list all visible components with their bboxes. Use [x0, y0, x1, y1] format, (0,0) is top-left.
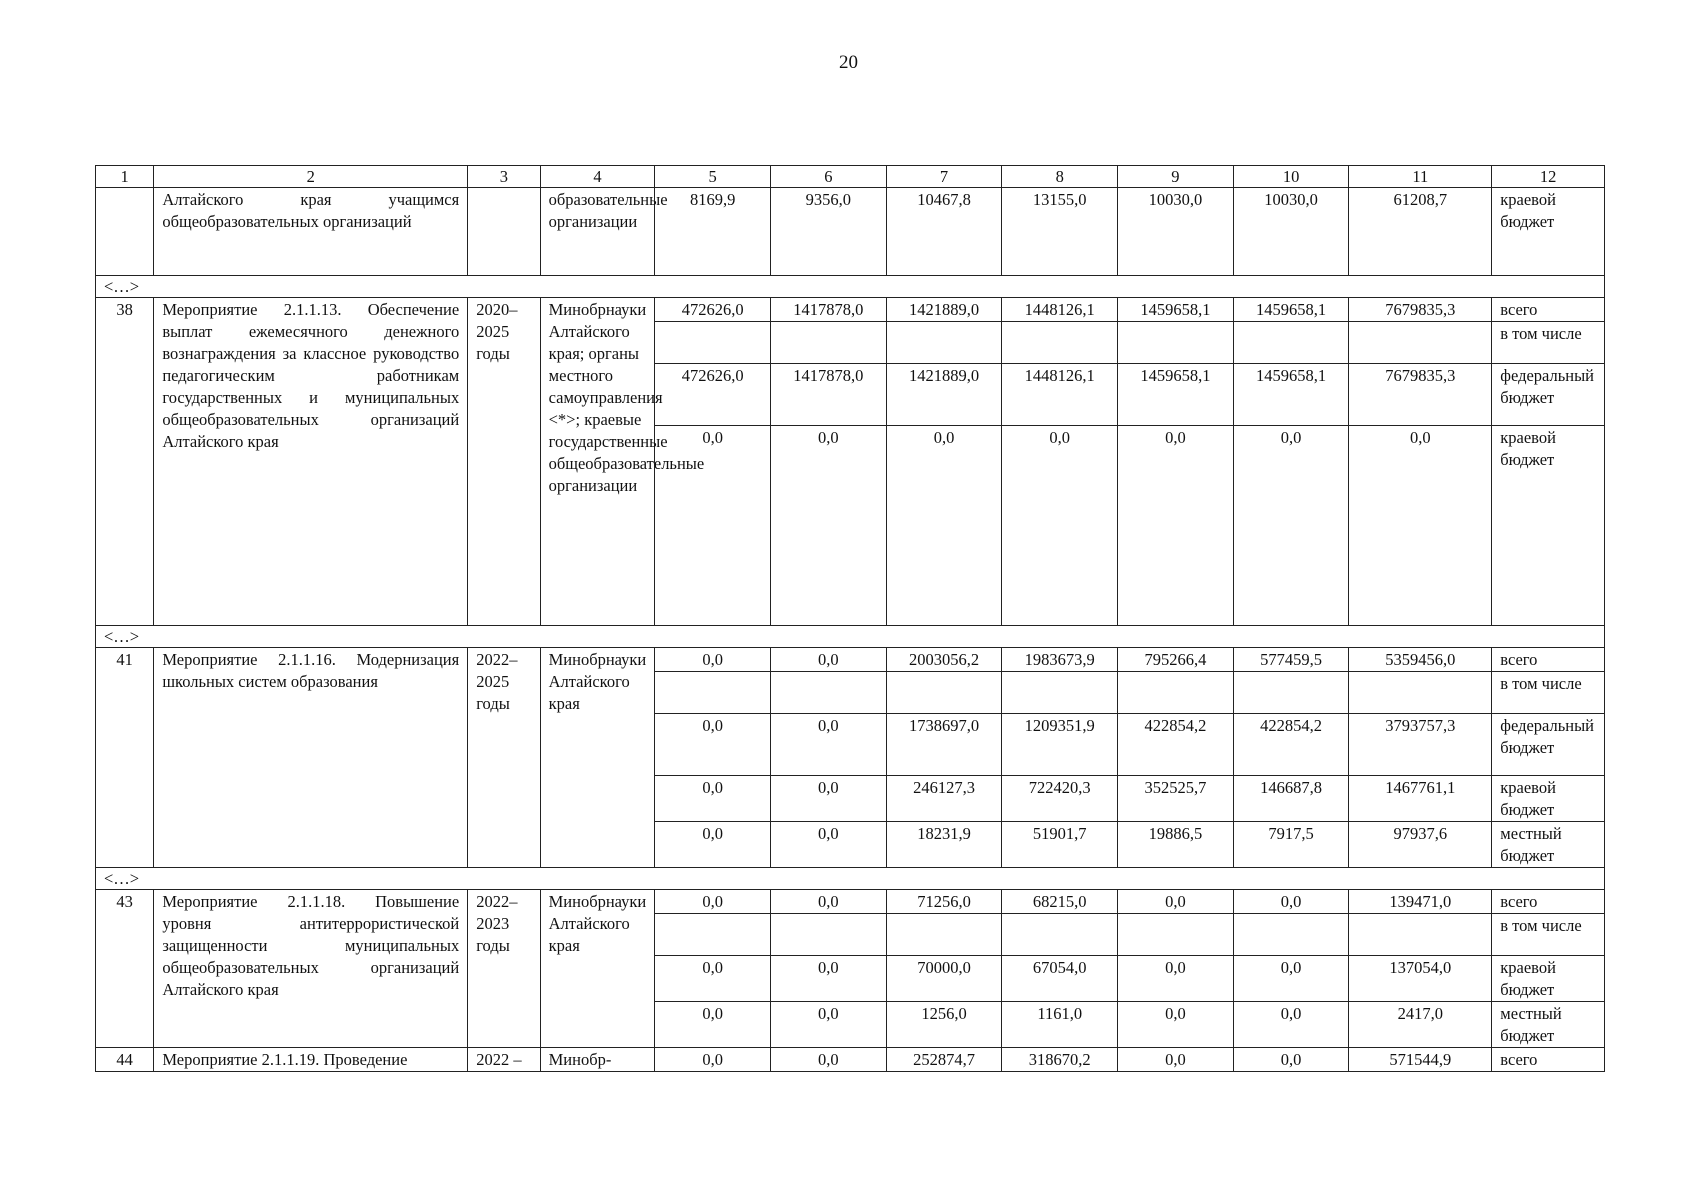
value-cell: 571544,9	[1349, 1048, 1492, 1072]
value-cell	[1002, 322, 1118, 364]
value-cell: 352525,7	[1118, 776, 1234, 822]
value-cell: 577459,5	[1233, 648, 1349, 672]
row-number-cell: 38	[96, 298, 154, 626]
measure-name-cell: Мероприятие 2.1.1.16. Модернизация школьных систем образования	[154, 648, 468, 868]
value-cell: 2003056,2	[886, 648, 1002, 672]
table-row	[96, 890, 1605, 914]
value-cell: 1256,0	[886, 1002, 1002, 1048]
value-cell: 472626,0	[655, 364, 771, 426]
table-row	[96, 188, 1605, 276]
value-cell: 722420,3	[1002, 776, 1118, 822]
funding-source-cell: местный бюджет	[1492, 1002, 1605, 1048]
value-cell: 1738697,0	[886, 714, 1002, 776]
separator-row	[96, 868, 1605, 890]
value-cell: 1417878,0	[770, 298, 886, 322]
value-cell: 1459658,1	[1118, 364, 1234, 426]
funding-source-cell: всего	[1492, 648, 1605, 672]
value-cell: 71256,0	[886, 890, 1002, 914]
value-cell: 0,0	[770, 890, 886, 914]
header-cell: 9	[1118, 166, 1234, 188]
value-cell: 0,0	[655, 648, 771, 672]
funding-source-cell: краевой бюджет	[1492, 956, 1605, 1002]
executor-cell: Минобрнауки Алтайского края; органы местного самоуправления <*>; краевые государственные общеобразовательные организации	[540, 298, 655, 626]
page-number: 20	[839, 52, 858, 73]
header-cell: 11	[1349, 166, 1492, 188]
value-cell: 0,0	[655, 1002, 771, 1048]
row-number-cell	[96, 188, 154, 276]
measure-name-cell: Алтайского края учащимся общеобразовательных организаций	[154, 188, 468, 276]
funding-source-cell: краевой бюджет	[1492, 426, 1605, 626]
value-cell	[770, 322, 886, 364]
value-cell: 0,0	[1349, 426, 1492, 626]
value-cell: 7679835,3	[1349, 364, 1492, 426]
value-cell	[1349, 672, 1492, 714]
years-cell: 2022–2023 годы	[468, 890, 540, 1048]
value-cell: 10030,0	[1233, 188, 1349, 276]
separator-row	[96, 626, 1605, 648]
measure-name-cell: Мероприятие 2.1.1.13. Обеспечение выплат ежемесячного денежного вознаграждения за классное руководство педагогическим работникам государственных и муниципальных общеобразовательных организаций Алтайского края	[154, 298, 468, 626]
value-cell: 0,0	[655, 956, 771, 1002]
value-cell: 3793757,3	[1349, 714, 1492, 776]
value-cell: 0,0	[1118, 426, 1234, 626]
header-cell: 3	[468, 166, 540, 188]
value-cell: 1983673,9	[1002, 648, 1118, 672]
value-cell	[1349, 322, 1492, 364]
header-cell: 5	[655, 166, 771, 188]
value-cell: 1459658,1	[1233, 298, 1349, 322]
value-cell: 0,0	[886, 426, 1002, 626]
value-cell: 8169,9	[655, 188, 771, 276]
value-cell: 0,0	[1118, 1048, 1234, 1072]
value-cell	[655, 914, 771, 956]
measure-name-cell: Мероприятие 2.1.1.19. Проведение	[154, 1048, 468, 1072]
value-cell: 422854,2	[1118, 714, 1234, 776]
years-cell: 2020–2025 годы	[468, 298, 540, 626]
value-cell: 1459658,1	[1118, 298, 1234, 322]
value-cell	[770, 672, 886, 714]
value-cell: 1467761,1	[1349, 776, 1492, 822]
value-cell: 252874,7	[886, 1048, 1002, 1072]
value-cell: 246127,3	[886, 776, 1002, 822]
value-cell: 51901,7	[1002, 822, 1118, 868]
executor-cell: образовательные организации	[540, 188, 655, 276]
value-cell	[1118, 322, 1234, 364]
table-row	[96, 298, 1605, 322]
value-cell: 1161,0	[1002, 1002, 1118, 1048]
value-cell	[655, 672, 771, 714]
header-cell: 12	[1492, 166, 1605, 188]
header-cell: 1	[96, 166, 154, 188]
omission-marker: <…>	[96, 868, 1605, 890]
measure-name-cell: Мероприятие 2.1.1.18. Повышение уровня антитеррористической защищенности муниципальных общеобразовательных организаций Алтайского края	[154, 890, 468, 1048]
value-cell	[1233, 322, 1349, 364]
value-cell: 0,0	[1233, 890, 1349, 914]
table-row	[96, 1048, 1605, 1072]
years-cell	[468, 188, 540, 276]
value-cell: 13155,0	[1002, 188, 1118, 276]
header-cell: 8	[1002, 166, 1118, 188]
value-cell: 472626,0	[655, 298, 771, 322]
value-cell: 0,0	[1118, 890, 1234, 914]
header-cell: 2	[154, 166, 468, 188]
funding-source-cell: всего	[1492, 890, 1605, 914]
value-cell: 0,0	[655, 426, 771, 626]
value-cell: 0,0	[655, 890, 771, 914]
funding-source-cell: в том числе	[1492, 914, 1605, 956]
value-cell: 0,0	[770, 1048, 886, 1072]
value-cell: 10467,8	[886, 188, 1002, 276]
value-cell: 1421889,0	[886, 298, 1002, 322]
years-cell: 2022 –	[468, 1048, 540, 1072]
value-cell	[1002, 672, 1118, 714]
value-cell: 18231,9	[886, 822, 1002, 868]
value-cell: 146687,8	[1233, 776, 1349, 822]
value-cell	[1118, 672, 1234, 714]
value-cell: 7917,5	[1233, 822, 1349, 868]
row-number-cell: 41	[96, 648, 154, 868]
value-cell: 1459658,1	[1233, 364, 1349, 426]
value-cell: 0,0	[770, 956, 886, 1002]
value-cell: 0,0	[770, 714, 886, 776]
value-cell	[886, 322, 1002, 364]
value-cell: 0,0	[655, 1048, 771, 1072]
value-cell: 1417878,0	[770, 364, 886, 426]
value-cell: 318670,2	[1002, 1048, 1118, 1072]
value-cell: 5359456,0	[1349, 648, 1492, 672]
value-cell: 9356,0	[770, 188, 886, 276]
table-row	[96, 648, 1605, 672]
value-cell: 2417,0	[1349, 1002, 1492, 1048]
value-cell: 137054,0	[1349, 956, 1492, 1002]
value-cell: 0,0	[655, 822, 771, 868]
value-cell: 1448126,1	[1002, 298, 1118, 322]
funding-source-cell: краевой бюджет	[1492, 188, 1605, 276]
value-cell: 0,0	[1118, 956, 1234, 1002]
value-cell: 0,0	[770, 1002, 886, 1048]
row-number-cell: 43	[96, 890, 154, 1048]
value-cell	[1349, 914, 1492, 956]
funding-source-cell: федеральный бюджет	[1492, 364, 1605, 426]
value-cell: 139471,0	[1349, 890, 1492, 914]
value-cell: 0,0	[770, 648, 886, 672]
value-cell	[1233, 914, 1349, 956]
funding-source-cell: в том числе	[1492, 322, 1605, 364]
funding-source-cell: всего	[1492, 298, 1605, 322]
value-cell	[655, 322, 771, 364]
value-cell: 1448126,1	[1002, 364, 1118, 426]
executor-cell: Минобрнауки Алтайского края	[540, 648, 655, 868]
funding-source-cell: всего	[1492, 1048, 1605, 1072]
header-cell: 10	[1233, 166, 1349, 188]
value-cell: 795266,4	[1118, 648, 1234, 672]
value-cell	[886, 914, 1002, 956]
value-cell: 10030,0	[1118, 188, 1234, 276]
header-cell: 7	[886, 166, 1002, 188]
value-cell	[1002, 914, 1118, 956]
funding-source-cell: местный бюджет	[1492, 822, 1605, 868]
separator-row	[96, 276, 1605, 298]
value-cell: 0,0	[1233, 1002, 1349, 1048]
executor-cell: Минобрнауки Алтайского края	[540, 890, 655, 1048]
value-cell: 97937,6	[1349, 822, 1492, 868]
value-cell: 68215,0	[1002, 890, 1118, 914]
budget-table	[95, 165, 1605, 1072]
omission-marker: <…>	[96, 626, 1605, 648]
value-cell: 67054,0	[1002, 956, 1118, 1002]
executor-cell: Минобр-	[540, 1048, 655, 1072]
value-cell	[1118, 914, 1234, 956]
funding-source-cell: в том числе	[1492, 672, 1605, 714]
value-cell	[1233, 672, 1349, 714]
value-cell: 0,0	[1233, 956, 1349, 1002]
value-cell: 0,0	[770, 822, 886, 868]
value-cell: 0,0	[1118, 1002, 1234, 1048]
funding-source-cell: краевой бюджет	[1492, 776, 1605, 822]
funding-source-cell: федеральный бюджет	[1492, 714, 1605, 776]
omission-marker: <…>	[96, 276, 1605, 298]
row-number-cell: 44	[96, 1048, 154, 1072]
value-cell	[886, 672, 1002, 714]
value-cell: 0,0	[770, 426, 886, 626]
value-cell: 0,0	[1002, 426, 1118, 626]
value-cell: 0,0	[1233, 1048, 1349, 1072]
value-cell: 0,0	[1233, 426, 1349, 626]
value-cell: 1421889,0	[886, 364, 1002, 426]
value-cell: 61208,7	[1349, 188, 1492, 276]
value-cell	[770, 914, 886, 956]
value-cell: 19886,5	[1118, 822, 1234, 868]
value-cell: 422854,2	[1233, 714, 1349, 776]
value-cell: 70000,0	[886, 956, 1002, 1002]
value-cell: 1209351,9	[1002, 714, 1118, 776]
value-cell: 7679835,3	[1349, 298, 1492, 322]
years-cell: 2022–2025 годы	[468, 648, 540, 868]
value-cell: 0,0	[655, 776, 771, 822]
header-cell: 4	[540, 166, 655, 188]
header-cell: 6	[770, 166, 886, 188]
header-row	[96, 166, 1605, 188]
value-cell: 0,0	[770, 776, 886, 822]
value-cell: 0,0	[655, 714, 771, 776]
